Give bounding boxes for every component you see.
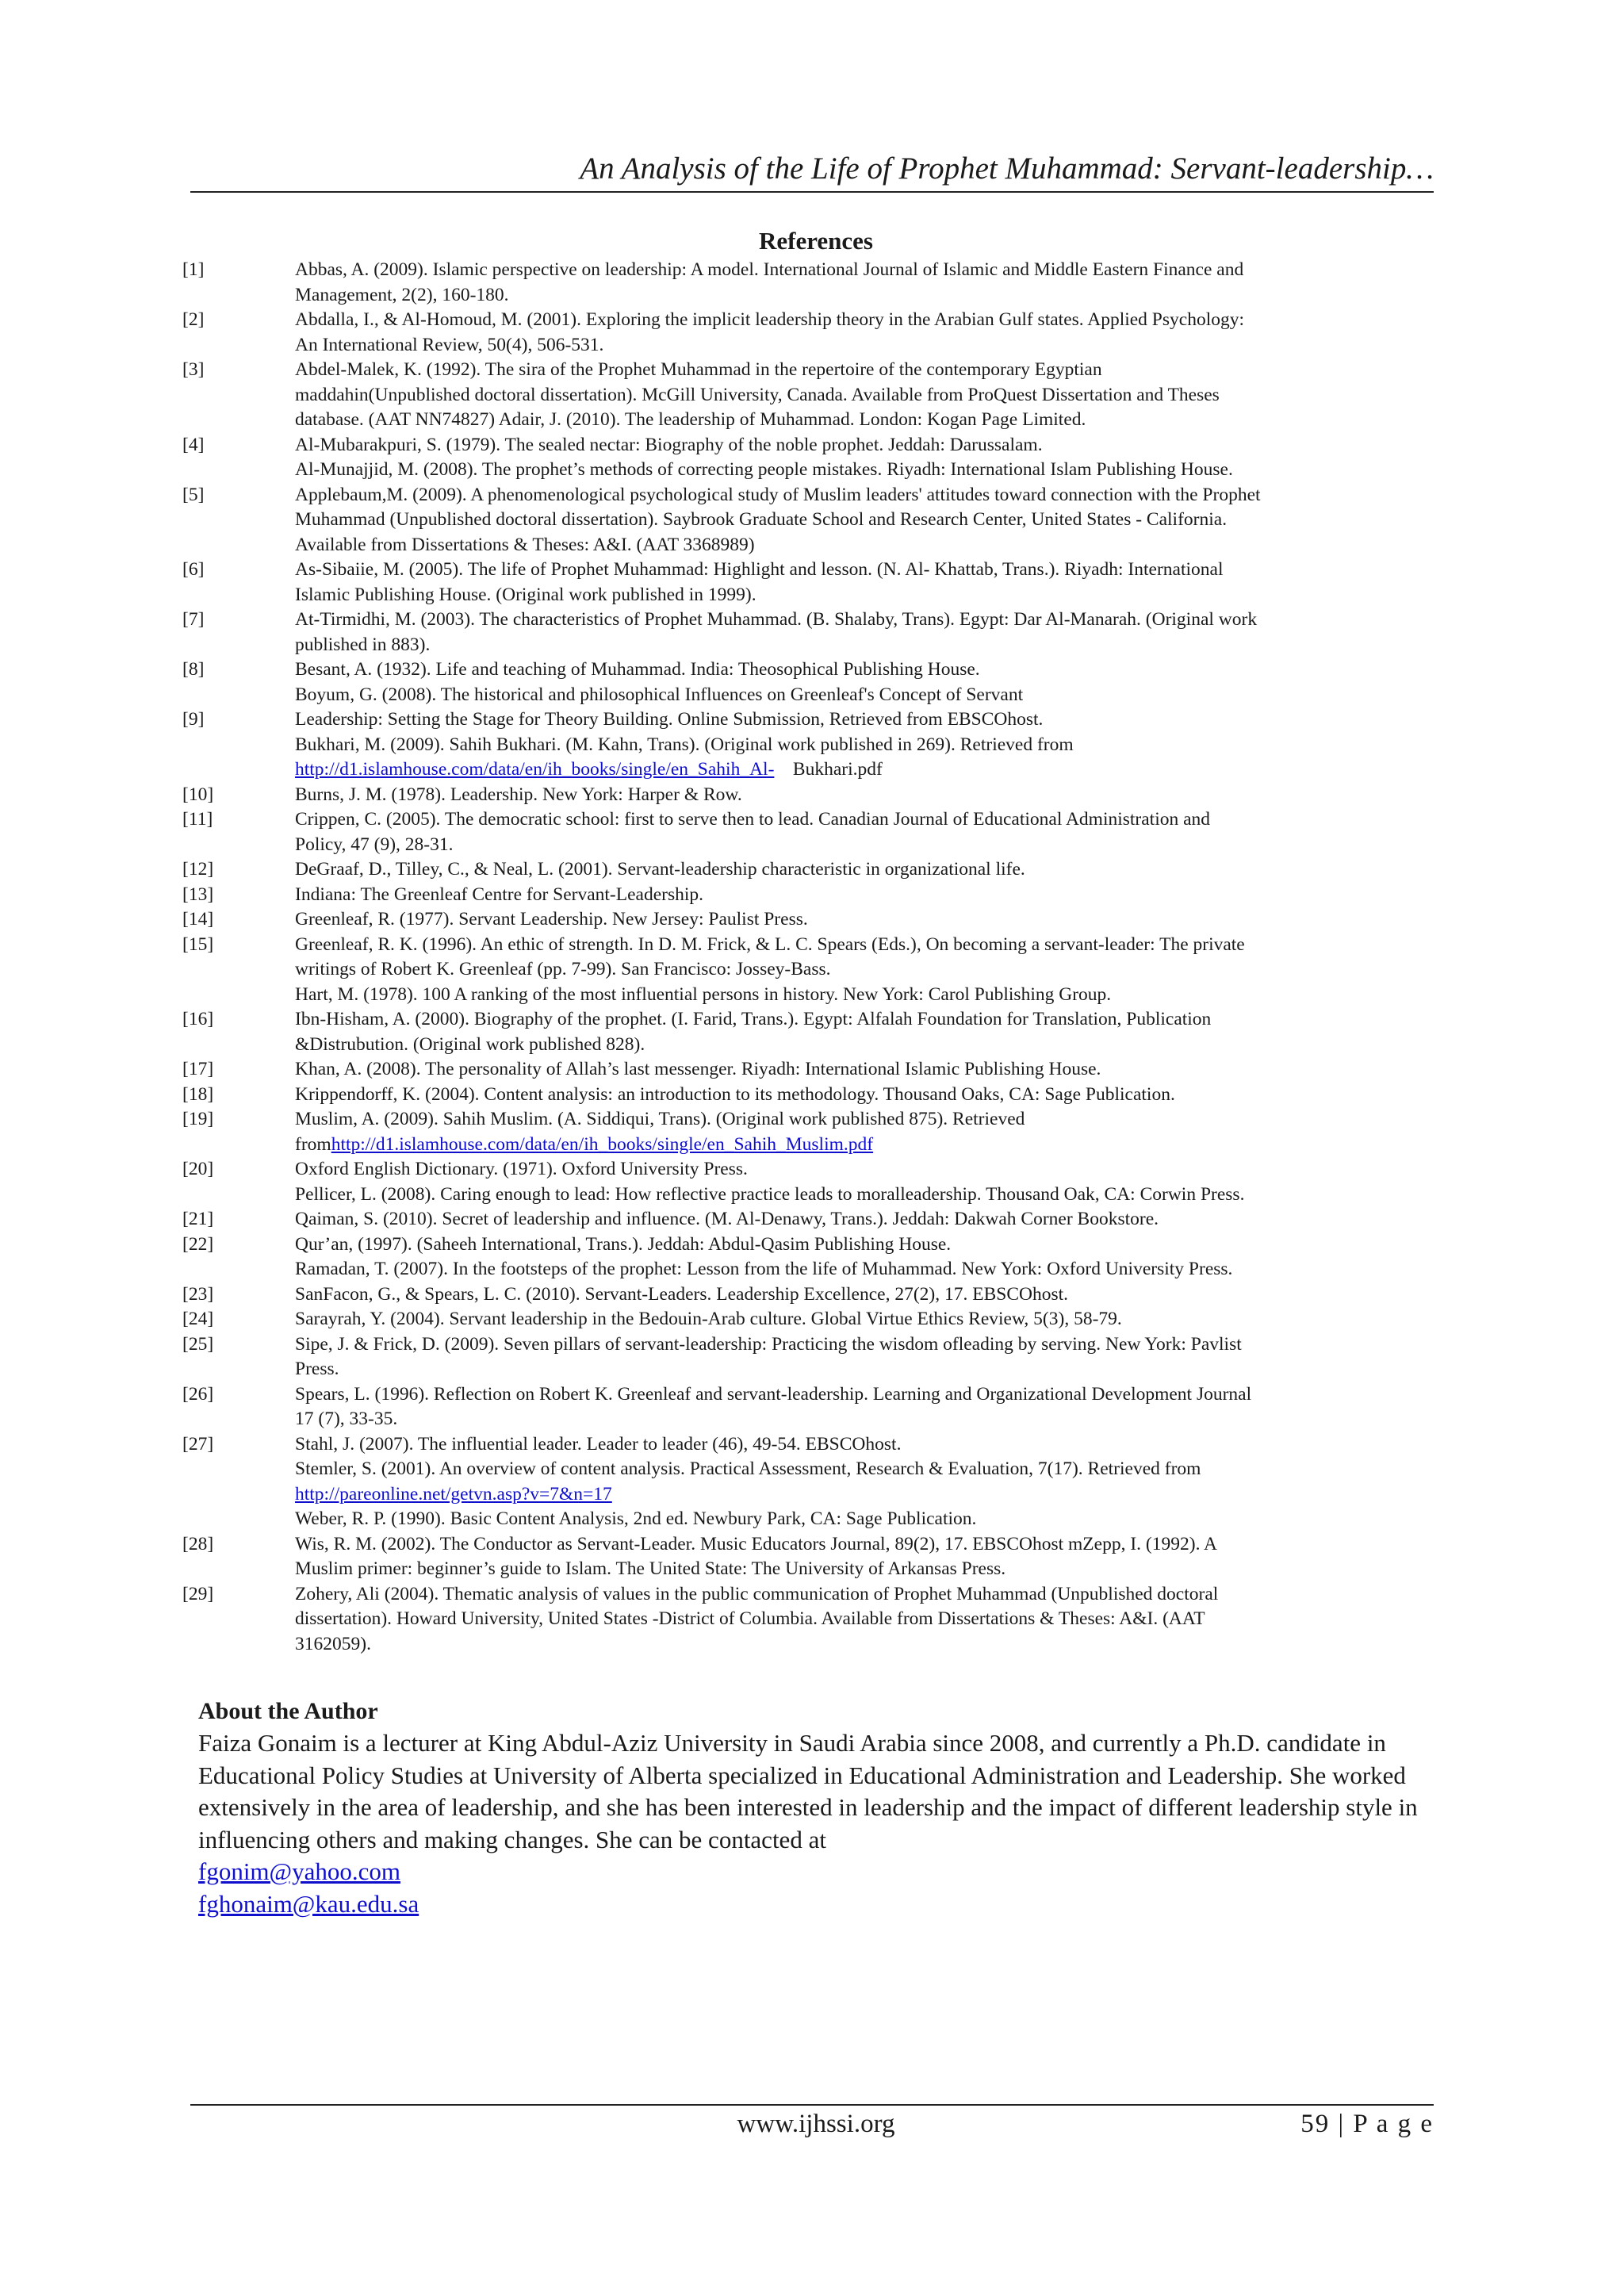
reference-entry <box>182 1307 1435 1332</box>
reference-line: SanFacon, G., & Spears, L. C. (2010). Servant-Leaders. Leadership Excellence, 27(2), 17. EBSCOhost. <box>295 1283 1069 1305</box>
reference-line: Spears, L. (1996). Reflection on Robert K. Greenleaf and servant-leadership. Learning and Organizational Development Journal <box>295 1383 1252 1405</box>
author-email-link-2[interactable]: fghonaim@kau.edu.sa <box>198 1889 419 1918</box>
reference-number: [22] <box>182 1233 214 1255</box>
reference-line: Wis, R. M. (2002). The Conductor as Servant-Leader. Music Educators Journal, 89(2), 17. EBSCOhost mZepp, I. (1992). A <box>295 1533 1217 1554</box>
reference-text <box>295 1207 1435 1232</box>
reference-entry <box>182 558 1435 608</box>
reference-text <box>295 1282 1435 1308</box>
reference-entry <box>182 1332 1435 1382</box>
reference-link-prefix: from <box>295 1133 331 1155</box>
author-bio: Faiza Gonaim is a lecturer at King Abdul-Aziz University in Saudi Arabia since 2008, and currently a Ph.D. candidate in Educational Policy Studies at University of Alberta specialized in Educational Administration and Leadership. She worked extensively in the area of leadership, and she has been interested in leadership and the impact of different leadership style in influencing others and making changes. She can be contacted at <box>198 1729 1418 1853</box>
reference-line: Policy, 47 (9), 28-31. <box>295 834 454 855</box>
reference-line: database. (AAT NN74827) Adair, J. (2010). The leadership of Muhammad. London: Kogan Page Limited. <box>295 409 1086 430</box>
reference-line: Qaiman, S. (2010). Secret of leadership and influence. (M. Al-Denawy, Trans.). Jeddah: Dakwah Corner Bookstore. <box>295 1209 1159 1229</box>
reference-entry <box>182 907 1435 933</box>
reference-line: Leadership: Setting the Stage for Theory Building. Online Submission, Retrieved from EBSCOhost. <box>295 709 1044 730</box>
reference-line: Al-Munajjid, M. (2008). The prophet’s methods of correcting people mistakes. Riyadh: International Islam Publishing House. <box>295 459 1233 480</box>
reference-link-line <box>295 1133 1435 1158</box>
reference-text <box>295 657 1435 683</box>
running-header: An Analysis of the Life of Prophet Muhammad: Servant-leadership… <box>580 151 1434 186</box>
header-rule <box>190 191 1434 193</box>
reference-text <box>295 433 1435 458</box>
reference-number: [12] <box>182 859 214 880</box>
reference-entry <box>182 1457 1435 1507</box>
reference-number: [5] <box>182 484 205 505</box>
reference-entry <box>182 1382 1435 1432</box>
reference-entry <box>182 857 1435 883</box>
reference-line: Muslim primer: beginner’s guide to Islam. The United State: The University of Arkansas Press. <box>295 1558 1006 1579</box>
reference-number <box>182 733 295 783</box>
reference-line: Bukhari, M. (2009). Sahih Bukhari. (M. Kahn, Trans). (Original work published in 269). Retrieved from <box>295 734 1074 755</box>
reference-url-link[interactable]: http://d1.islamhouse.com/data/en/ih_books/single/en_Sahih_Al- <box>295 759 775 780</box>
reference-text <box>295 1007 1435 1057</box>
reference-entry <box>182 433 1435 458</box>
reference-line: Greenleaf, R. K. (1996). An ethic of strength. In D. M. Frick, & L. C. Spears (Eds.), On becoming a servant-leader: The private <box>295 933 1245 955</box>
reference-line: Ramadan, T. (2007). In the footsteps of the prophet: Lesson from the life of Muhammad. New York: Oxford University Press. <box>295 1259 1233 1279</box>
page-number: 59 | P a g e <box>1300 2110 1434 2138</box>
reference-url-link[interactable]: http://pareonline.net/getvn.asp?v=7&n=17 <box>295 1483 612 1504</box>
reference-entry <box>182 683 1435 708</box>
reference-number: [26] <box>182 1383 214 1405</box>
references-title: References <box>758 227 873 255</box>
reference-entry <box>182 1107 1435 1157</box>
reference-text <box>295 1107 1435 1157</box>
reference-entry <box>182 1083 1435 1108</box>
reference-number: [3] <box>182 359 205 380</box>
reference-line: Oxford English Dictionary. (1971). Oxford University Press. <box>295 1159 748 1179</box>
reference-line: Stahl, J. (2007). The influential leader. Leader to leader (46), 49-54. EBSCOhost. <box>295 1433 902 1455</box>
reference-entry <box>182 1432 1435 1458</box>
reference-text <box>295 1057 1435 1083</box>
reference-number <box>182 1182 295 1208</box>
reference-entry <box>182 933 1435 983</box>
reference-text <box>295 857 1435 883</box>
reference-line: Available from Dissertations & Theses: A&I. (AAT 3368989) <box>295 534 755 555</box>
reference-line: DeGraaf, D., Tilley, C., & Neal, L. (2001). Servant-leadership characteristic in organizational life. <box>295 859 1025 880</box>
reference-entry <box>182 1007 1435 1057</box>
reference-text <box>295 933 1435 983</box>
reference-text <box>295 358 1435 433</box>
reference-number: [25] <box>182 1333 214 1355</box>
reference-entry <box>182 707 1435 733</box>
reference-line: Khan, A. (2008). The personality of Allah’s last messenger. Riyadh: International Islamic Publishing House. <box>295 1059 1101 1079</box>
reference-entry <box>182 783 1435 808</box>
reference-number: [16] <box>182 1009 214 1029</box>
reference-entry <box>182 483 1435 558</box>
reference-link-line <box>295 1482 1435 1508</box>
reference-number: [1] <box>182 259 205 280</box>
reference-line: Abdalla, I., & Al-Homoud, M. (2001). Exploring the implicit leadership theory in the Arabian Gulf states. Applied Psychology: <box>295 309 1245 330</box>
reference-text <box>295 707 1435 733</box>
reference-text <box>295 883 1435 908</box>
reference-entry <box>182 608 1435 657</box>
reference-line: Crippen, C. (2005). The democratic school: first to serve then to lead. Canadian Journal of Educational Administration and <box>295 809 1211 830</box>
reference-entry <box>182 1182 1435 1208</box>
reference-entry <box>182 733 1435 783</box>
reference-text <box>295 608 1435 657</box>
reference-entry <box>182 1057 1435 1083</box>
reference-number: [13] <box>182 884 214 905</box>
reference-entry <box>182 1207 1435 1232</box>
references-list <box>182 258 1435 1657</box>
reference-line: Boyum, G. (2008). The historical and philosophical Influences on Greenleaf's Concept of Servant <box>295 684 1024 705</box>
reference-number: [20] <box>182 1159 214 1179</box>
reference-number: [14] <box>182 909 214 930</box>
reference-line: Sarayrah, Y. (2004). Servant leadership in the Bedouin-Arab culture. Global Virtue Ethics Review, 5(3), 58-79. <box>295 1309 1122 1329</box>
reference-number: [7] <box>182 609 205 630</box>
reference-text <box>295 258 1435 308</box>
reference-line: Besant, A. (1932). Life and teaching of Muhammad. India: Theosophical Publishing House. <box>295 659 980 680</box>
reference-text <box>295 683 1435 708</box>
reference-number: [27] <box>182 1433 214 1455</box>
reference-number: [4] <box>182 434 205 455</box>
reference-text <box>295 1532 1435 1582</box>
reference-number: [28] <box>182 1533 214 1554</box>
reference-line: Abbas, A. (2009). Islamic perspective on leadership: A model. International Journal of Islamic and Middle Eastern Finance and <box>295 259 1244 280</box>
reference-line: At-Tirmidhi, M. (2003). The characteristics of Prophet Muhammad. (B. Shalaby, Trans). Egypt: Dar Al-Manarah. (Original work <box>295 609 1258 630</box>
reference-number: [9] <box>182 709 205 730</box>
reference-line: writings of Robert K. Greenleaf (pp. 7-99). San Francisco: Jossey-Bass. <box>295 959 831 979</box>
reference-entry <box>182 657 1435 683</box>
reference-number <box>182 1507 295 1532</box>
reference-text <box>295 558 1435 608</box>
reference-text <box>295 1083 1435 1108</box>
reference-line: As-Sibaiie, M. (2005). The life of Prophet Muhammad: Highlight and lesson. (N. Al- Khattab, Trans.). Riyadh: International <box>295 559 1224 580</box>
reference-entry <box>182 983 1435 1008</box>
reference-number: [2] <box>182 309 205 330</box>
reference-number: [10] <box>182 784 214 805</box>
footer-rule <box>190 2104 1434 2106</box>
reference-line: Krippendorff, K. (2004). Content analysis: an introduction to its methodology. Thousand Oaks, CA: Sage Publication. <box>295 1083 1175 1105</box>
reference-entry <box>182 308 1435 358</box>
reference-text <box>295 1382 1435 1432</box>
reference-line: Burns, J. M. (1978). Leadership. New York: Harper & Row. <box>295 784 742 805</box>
reference-text <box>295 733 1435 783</box>
reference-number: [8] <box>182 659 205 680</box>
reference-number: [29] <box>182 1583 214 1604</box>
about-author-heading: About the Author <box>198 1698 378 1724</box>
reference-number: [21] <box>182 1209 214 1229</box>
reference-line: Greenleaf, R. (1977). Servant Leadership. New Jersey: Paulist Press. <box>295 909 808 930</box>
reference-entry <box>182 1582 1435 1658</box>
reference-line: Sipe, J. & Frick, D. (2009). Seven pillars of servant-leadership: Practicing the wisdom ofleading by serving. New York: Pavlist <box>295 1333 1242 1355</box>
reference-number: [23] <box>182 1283 214 1305</box>
reference-text <box>295 983 1435 1008</box>
reference-number <box>182 458 295 483</box>
reference-text <box>295 458 1435 483</box>
reference-text <box>295 1182 1435 1208</box>
reference-line: An International Review, 50(4), 506-531. <box>295 334 604 355</box>
reference-entry <box>182 807 1435 857</box>
reference-line: Zohery, Ali (2004). Thematic analysis of values in the public communication of Prophet Muhammad (Unpublished doctoral <box>295 1583 1219 1604</box>
reference-url-link[interactable]: http://d1.islamhouse.com/data/en/ih_books/single/en_Sahih_Muslim.pdf <box>331 1133 874 1155</box>
reference-entry <box>182 1532 1435 1582</box>
reference-line: 3162059). <box>295 1633 371 1654</box>
reference-line: Qur’an, (1997). (Saheeh International, Trans.). Jeddah: Abdul-Qasim Publishing House. <box>295 1233 952 1255</box>
reference-line: Ibn-Hisham, A. (2000). Biography of the prophet. (I. Farid, Trans.). Egypt: Alfalah Foundation for Translation, Publication <box>295 1009 1212 1029</box>
reference-line: Muslim, A. (2009). Sahih Muslim. (A. Siddiqui, Trans). (Original work published 875). Retrieved <box>295 1109 1025 1129</box>
reference-text <box>295 1257 1435 1282</box>
reference-text <box>295 1582 1435 1658</box>
reference-entry <box>182 1157 1435 1182</box>
reference-entry <box>182 358 1435 433</box>
reference-number <box>182 983 295 1008</box>
reference-number <box>182 1257 295 1282</box>
reference-text <box>295 1332 1435 1382</box>
reference-text <box>295 1432 1435 1458</box>
about-author-section <box>198 1696 1435 1920</box>
reference-entry <box>182 1257 1435 1282</box>
reference-line: published in 883). <box>295 634 431 655</box>
reference-text <box>295 807 1435 857</box>
reference-text <box>295 308 1435 358</box>
reference-number: [6] <box>182 559 205 580</box>
reference-line: maddahin(Unpublished doctoral dissertation). McGill University, Canada. Available from ProQuest Dissertation and Theses <box>295 384 1220 405</box>
reference-line: Abdel-Malek, K. (1992). The sira of the Prophet Muhammad in the repertoire of the contemporary Egyptian <box>295 359 1102 380</box>
reference-text <box>295 483 1435 558</box>
reference-entry <box>182 458 1435 483</box>
reference-number <box>182 683 295 708</box>
reference-number: [17] <box>182 1059 214 1079</box>
reference-link-suffix: Bukhari.pdf <box>774 759 883 780</box>
reference-link-line <box>295 757 1435 783</box>
reference-line: Muhammad (Unpublished doctoral dissertation). Saybrook Graduate School and Research Center, United States - California. <box>295 509 1228 530</box>
reference-number: [18] <box>182 1083 214 1105</box>
reference-number <box>182 1457 295 1507</box>
reference-line: Islamic Publishing House. (Original work published in 1999). <box>295 584 756 605</box>
reference-line: Stemler, S. (2001). An overview of content analysis. Practical Assessment, Research & Evaluation, 7(17). Retrieved from <box>295 1458 1201 1479</box>
reference-number: [24] <box>182 1309 214 1329</box>
reference-line: Weber, R. P. (1990). Basic Content Analysis, 2nd ed. Newbury Park, CA: Sage Publication. <box>295 1508 977 1529</box>
reference-text <box>295 1307 1435 1332</box>
reference-line: Press. <box>295 1359 339 1379</box>
reference-line: Hart, M. (1978). 100 A ranking of the most influential persons in history. New York: Carol Publishing Group. <box>295 983 1112 1005</box>
reference-entry <box>182 1507 1435 1532</box>
reference-line: Indiana: The Greenleaf Centre for Servant-Leadership. <box>295 884 704 905</box>
reference-line: Applebaum,M. (2009). A phenomenological psychological study of Muslim leaders' attitudes toward connection with the Prophet <box>295 484 1261 505</box>
reference-line: Al-Mubarakpuri, S. (1979). The sealed nectar: Biography of the noble prophet. Jeddah: Darussalam. <box>295 434 1043 455</box>
reference-text <box>295 1457 1435 1507</box>
reference-entry <box>182 258 1435 308</box>
reference-line: Management, 2(2), 160-180. <box>295 284 509 305</box>
reference-number: [11] <box>182 809 213 830</box>
reference-line: dissertation). Howard University, United States -District of Columbia. Available from Dissertations & Theses: A&I. (AAT <box>295 1608 1205 1629</box>
reference-text <box>295 783 1435 808</box>
reference-line: 17 (7), 33-35. <box>295 1409 398 1429</box>
reference-line: &Distrubution. (Original work published 828). <box>295 1033 645 1055</box>
reference-line: Pellicer, L. (2008). Caring enough to lead: How reflective practice leads to moralleadership. Thousand Oak, CA: Corwin Press. <box>295 1183 1245 1205</box>
reference-text <box>295 907 1435 933</box>
footer-url: www.ijhssi.org <box>737 2110 895 2138</box>
reference-text <box>295 1507 1435 1532</box>
reference-number: [19] <box>182 1109 214 1129</box>
reference-entry <box>182 1232 1435 1258</box>
reference-text <box>295 1157 1435 1182</box>
reference-text <box>295 1232 1435 1258</box>
reference-entry <box>182 1282 1435 1308</box>
reference-number: [15] <box>182 933 214 955</box>
author-email-link-1[interactable]: fgonim@yahoo.com <box>198 1857 400 1885</box>
reference-entry <box>182 883 1435 908</box>
